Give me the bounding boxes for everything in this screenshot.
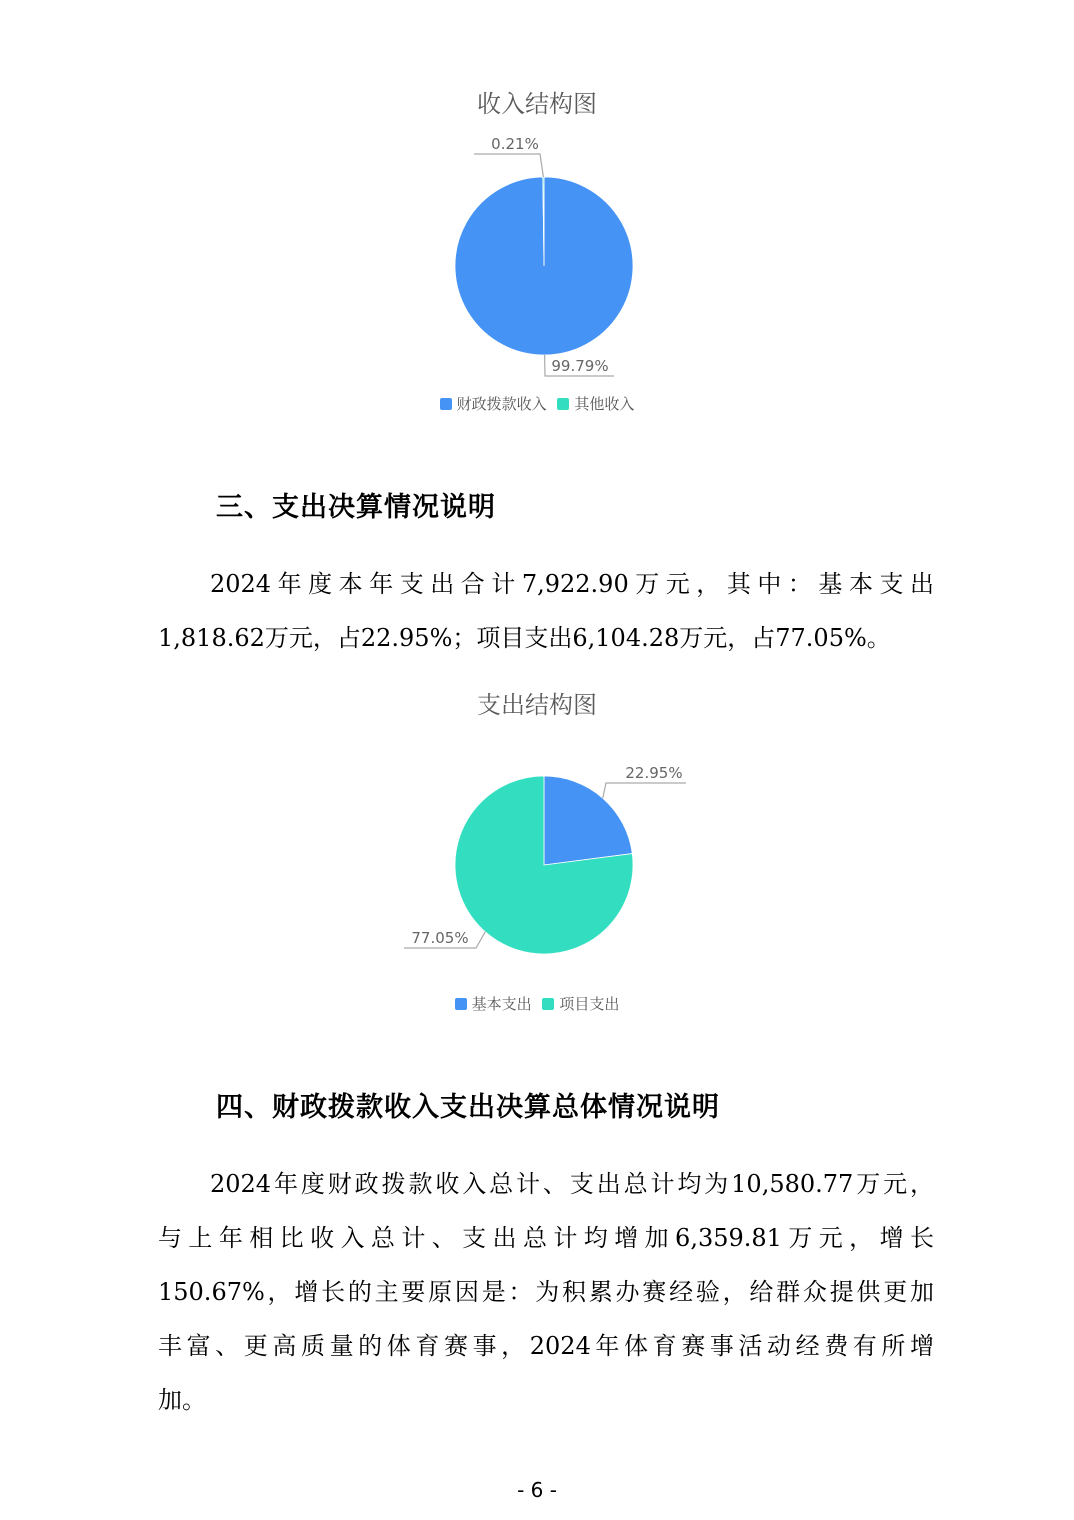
expense-chart-title: 支出结构图 bbox=[477, 691, 597, 719]
pie-slice-1[interactable] bbox=[544, 776, 632, 865]
legend-label: 基本支出 bbox=[471, 995, 532, 1013]
paragraph-line: 1,818.62万元，占22.95%；项目支出6,104.28万元，占77.05%。 bbox=[158, 624, 891, 652]
section-4-heading: 四、财政拨款收入支出决算总体情况说明 bbox=[216, 1092, 720, 1123]
legend-label: 项目支出 bbox=[559, 995, 620, 1013]
leader-line bbox=[603, 783, 686, 798]
legend-item-basic-expense[interactable] bbox=[455, 993, 532, 1014]
expense-legend bbox=[0, 993, 1074, 1014]
legend-item-project-expense[interactable] bbox=[542, 993, 619, 1014]
section-4-paragraph bbox=[158, 1157, 934, 1427]
legend-label: 财政拨款收入 bbox=[456, 395, 547, 413]
data-label: 0.21% bbox=[491, 135, 539, 153]
paragraph-line: 2024年度本年支出合计7,922.90万元，其中：基本支出 bbox=[210, 570, 934, 598]
page-number: - 6 - bbox=[517, 1478, 557, 1502]
paragraph-line: 加。 bbox=[158, 1386, 206, 1414]
paragraph-line: 与上年相比收入总计、支出总计均增加6,359.81万元，增长 bbox=[158, 1224, 934, 1252]
data-label: 22.95% bbox=[625, 764, 683, 782]
data-label: 77.05% bbox=[411, 929, 469, 947]
legend-swatch-blue bbox=[455, 998, 467, 1010]
section-3-heading: 三、支出决算情况说明 bbox=[216, 492, 496, 523]
paragraph-line: 丰富、更高质量的体育赛事，2024年体育赛事活动经费有所增 bbox=[158, 1332, 934, 1360]
legend-label: 其他收入 bbox=[574, 395, 635, 413]
paragraph-line: 2024年度财政拨款收入总计、支出总计均为10,580.77万元， bbox=[210, 1170, 934, 1198]
data-label: 99.79% bbox=[551, 357, 609, 375]
legend-swatch-teal bbox=[542, 998, 554, 1010]
income-chart-title: 收入结构图 bbox=[477, 90, 597, 118]
paragraph-line: 150.67%，增长的主要原因是：为积累办赛经验，给群众提供更加 bbox=[158, 1278, 934, 1306]
